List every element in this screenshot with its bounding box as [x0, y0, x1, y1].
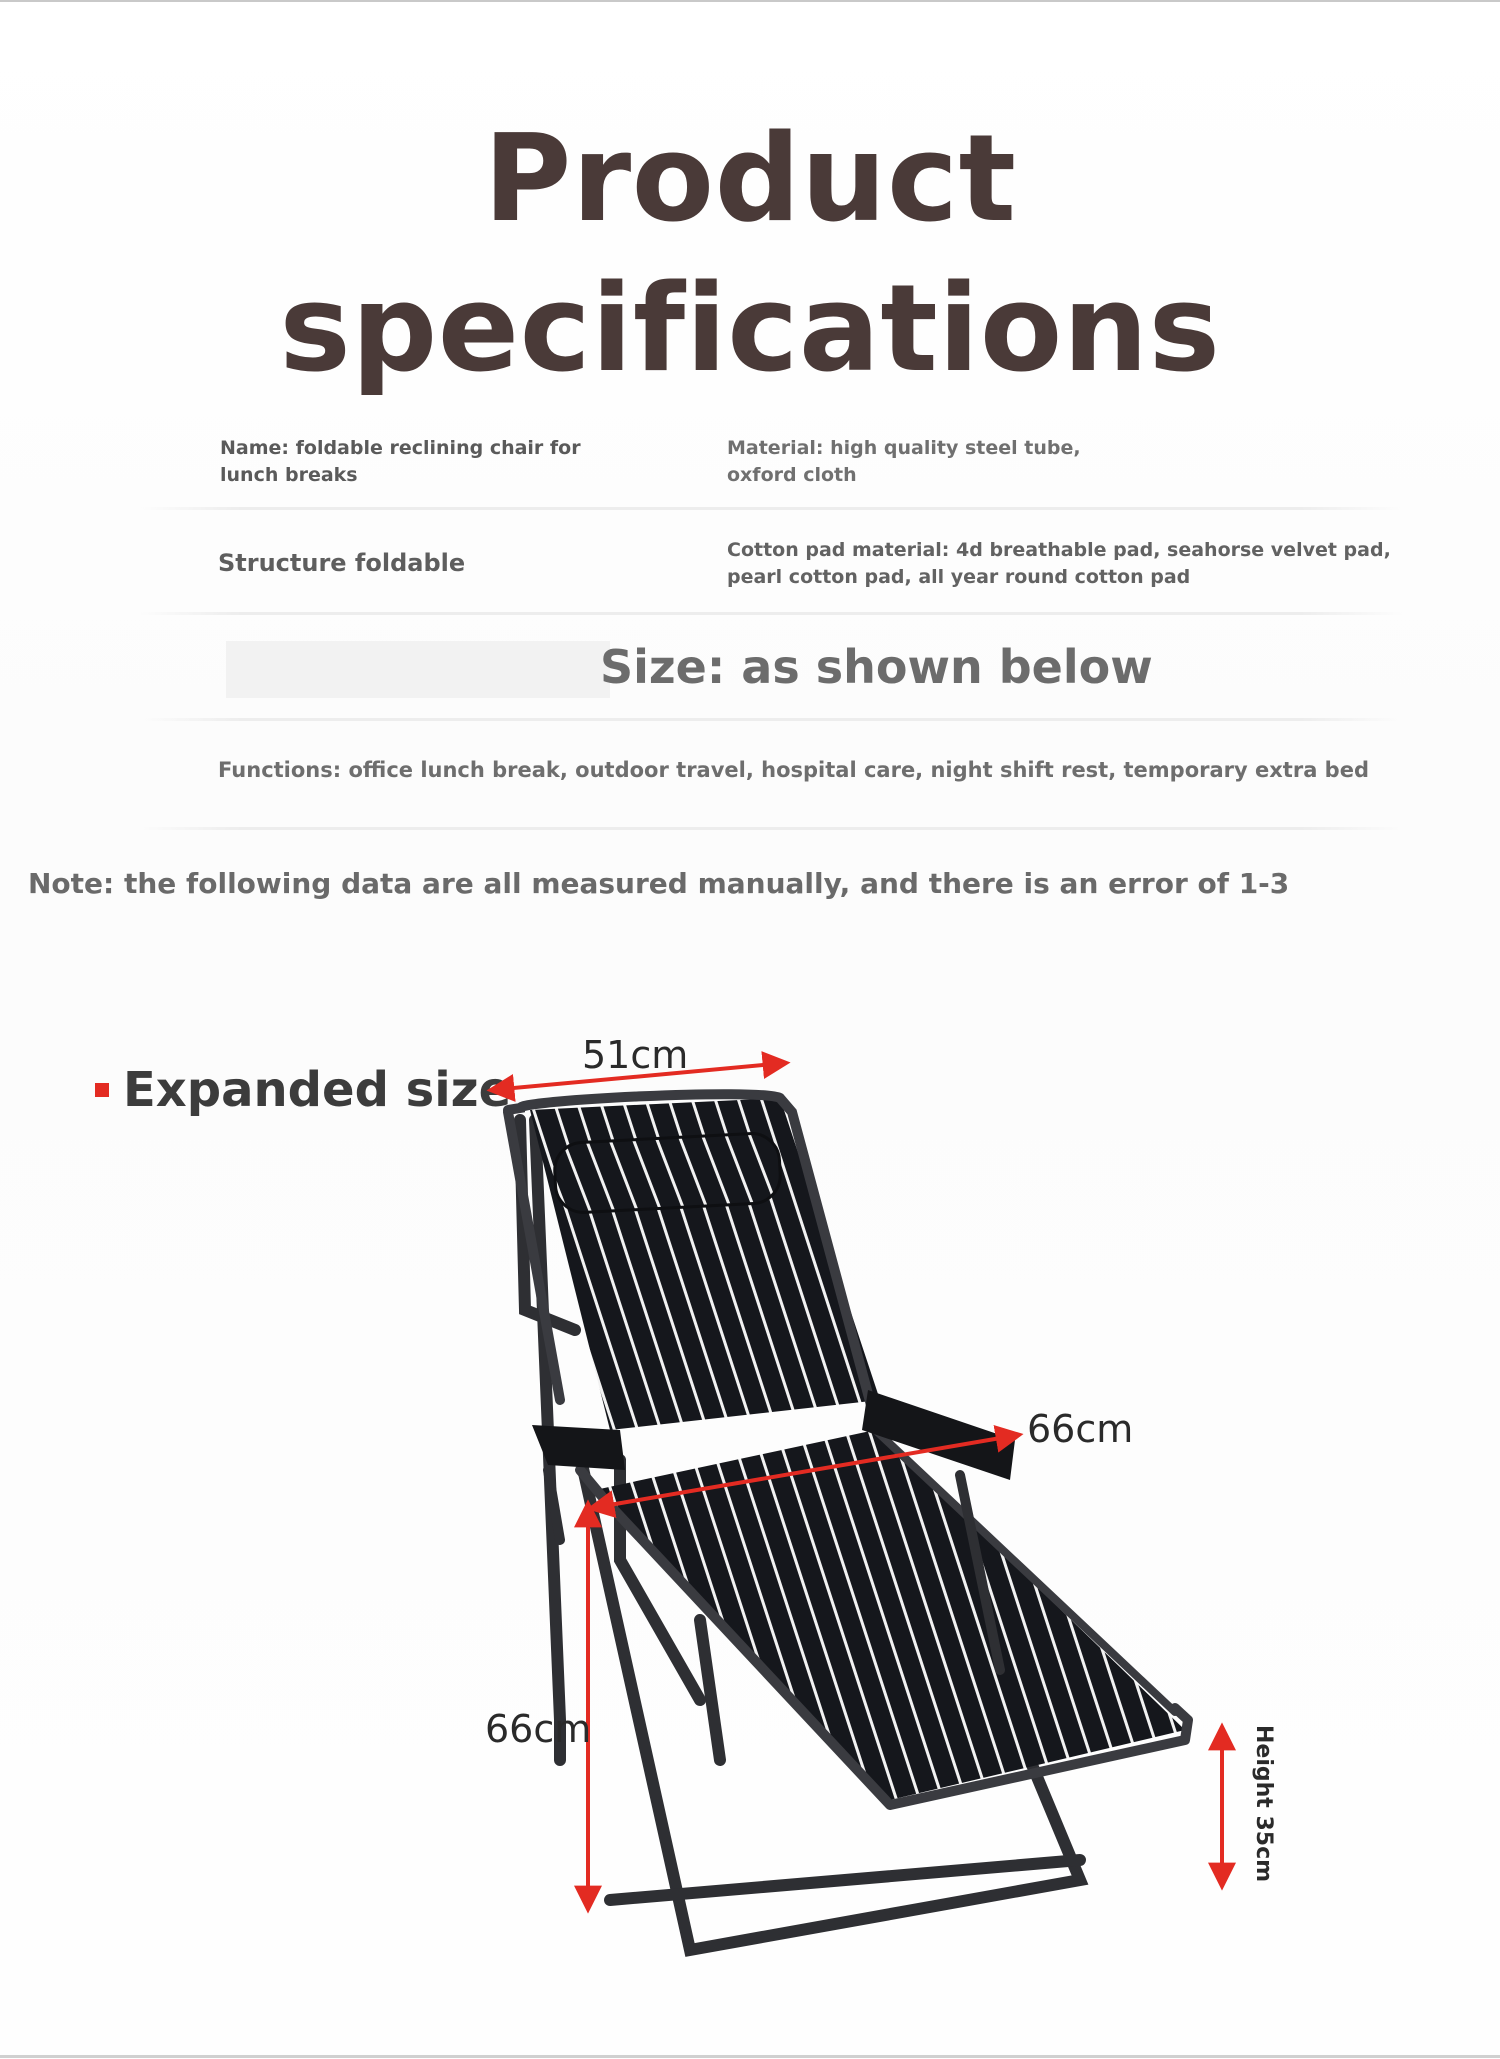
spec-functions: Functions: office lunch break, outdoor travel, hospital care, night shift rest, temporary extra bed: [218, 758, 1369, 782]
spec-material: Material: high quality steel tube, oxford cloth: [727, 437, 1081, 486]
page-title: Product specifications: [279, 110, 1221, 399]
spec-structure: Structure foldable: [218, 549, 466, 577]
expanded-size-label: Expanded size: [123, 1062, 512, 1118]
width-label: 51cm: [582, 1033, 689, 1077]
measurement-note: Note: the following data are all measured manually, and there is an error of 1-3: [28, 867, 1290, 900]
spec-size: Size: as shown below: [600, 640, 1153, 694]
chair-seat: [580, 1425, 1188, 1805]
chair-backrest: [508, 1094, 880, 1430]
spec-cotton-pad: Cotton pad material: 4d breathable pad, seahorse velvet pad, pearl cotton pad, all year round cotton pad: [727, 539, 1391, 588]
seat-height-label: Height 35cm: [1251, 1725, 1276, 1883]
spec-name: Name: foldable reclining chair for lunch breaks: [220, 437, 581, 486]
bottom-border: [0, 2055, 1500, 2058]
front-height-label: 66cm: [485, 1707, 592, 1751]
depth-label: 66cm: [1027, 1407, 1134, 1451]
